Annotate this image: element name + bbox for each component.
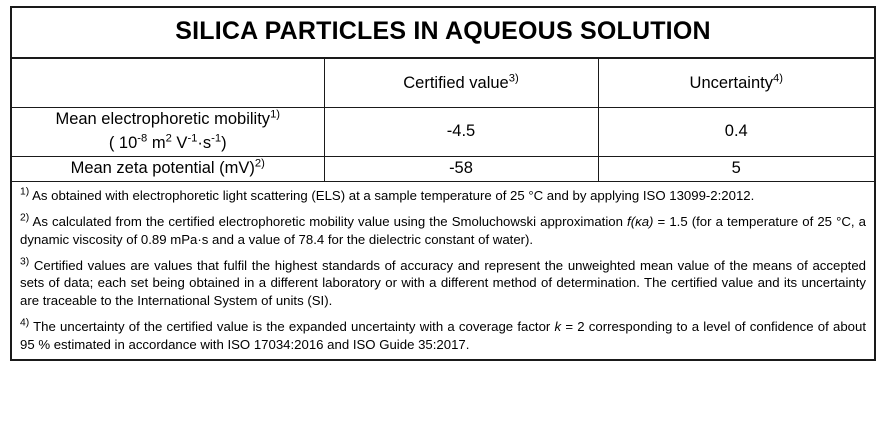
header-certified-value-marker: 3) bbox=[508, 72, 519, 84]
cell-mobility-uncertainty: 0.4 bbox=[598, 108, 874, 157]
units-exp4: -1 bbox=[211, 132, 222, 145]
row-label-zeta-line1: Mean zeta potential (mV) bbox=[70, 158, 255, 177]
units-mid2: V bbox=[171, 133, 188, 152]
footnote-2-italic: f(κa) bbox=[627, 214, 654, 230]
units-mid1: m bbox=[147, 133, 166, 152]
header-uncertainty-marker: 4) bbox=[772, 72, 783, 84]
header-cell-uncertainty bbox=[598, 59, 874, 108]
footnote-4 bbox=[20, 318, 866, 353]
cell-mobility-certified-value: -4.5 bbox=[324, 108, 598, 157]
row-label-mobility-line1: Mean electrophoretic mobility bbox=[55, 110, 271, 128]
footnote-1 bbox=[20, 187, 866, 204]
footnote-4-text-part2: = 2 corresponding to a level of confidence of about 95 % estimated in accordance with ISO 17034:2016 and ISO Guide 35:2017. bbox=[20, 319, 866, 352]
row-label-mobility-units bbox=[12, 132, 324, 156]
certificate-table bbox=[10, 6, 876, 361]
units-exp3: -1 bbox=[187, 132, 198, 145]
table-row bbox=[12, 156, 874, 181]
page-title: SILICA PARTICLES IN AQUEOUS SOLUTION bbox=[175, 17, 711, 45]
cell-zeta-uncertainty: 5 bbox=[598, 156, 874, 181]
footnote-2-text-part1: As calculated from the certified electrophoretic mobility value using the Smoluchowski approximation bbox=[32, 214, 628, 230]
units-suffix: ) bbox=[221, 133, 227, 152]
units-exp1: -8 bbox=[137, 132, 148, 145]
row-label-zeta-potential bbox=[12, 156, 324, 181]
footnote-2-text-part2: = 1.5 (for a temperature of 25 °C, a dynamic viscosity of 0.89 mPa·s and a value of 78.4 for the dielectric constant of water). bbox=[20, 214, 866, 247]
units-mid3: ·s bbox=[197, 133, 212, 152]
footnote-2-marker: 2) bbox=[20, 212, 30, 224]
values-grid bbox=[12, 59, 874, 182]
row-label-mobility bbox=[12, 108, 324, 157]
header-cell-certified-value bbox=[324, 59, 598, 108]
footnotes bbox=[12, 182, 874, 359]
units-prefix: ( 10 bbox=[108, 133, 138, 152]
header-uncertainty-label: Uncertainty bbox=[689, 73, 773, 92]
footnote-4-text-part1: The uncertainty of the certified value is the expanded uncertainty with a coverage factor bbox=[33, 319, 555, 335]
cell-zeta-certified-value: -58 bbox=[324, 156, 598, 181]
footnote-4-marker: 4) bbox=[20, 317, 30, 329]
header-certified-value-label: Certified value bbox=[403, 73, 509, 92]
footnote-3 bbox=[20, 257, 866, 309]
footnote-4-italic: k bbox=[554, 319, 562, 335]
units-exp2: 2 bbox=[165, 132, 172, 145]
header-cell-blank bbox=[12, 59, 324, 108]
table-title-row bbox=[12, 8, 874, 59]
footnote-3-text: Certified values are values that fulfil the highest standards of accuracy and represent the unweighted mean value of the means of accepted sets of data; each set being obtained in a different laboratory or with a different method of determination. The certified value and its uncertainty are traceable to the International System of units (SI). bbox=[20, 258, 866, 308]
table-header-row bbox=[12, 59, 874, 108]
row-label-zeta-marker: 2) bbox=[254, 157, 265, 170]
row-label-mobility-marker: 1) bbox=[270, 108, 281, 121]
footnote-1-marker: 1) bbox=[20, 186, 30, 198]
footnote-3-marker: 3) bbox=[20, 256, 30, 268]
footnote-2 bbox=[20, 213, 866, 248]
footnote-1-text: As obtained with electrophoretic light scattering (ELS) at a sample temperature of 25 °C and by applying ISO 13099-2:2012. bbox=[32, 187, 755, 203]
table-row bbox=[12, 108, 874, 157]
